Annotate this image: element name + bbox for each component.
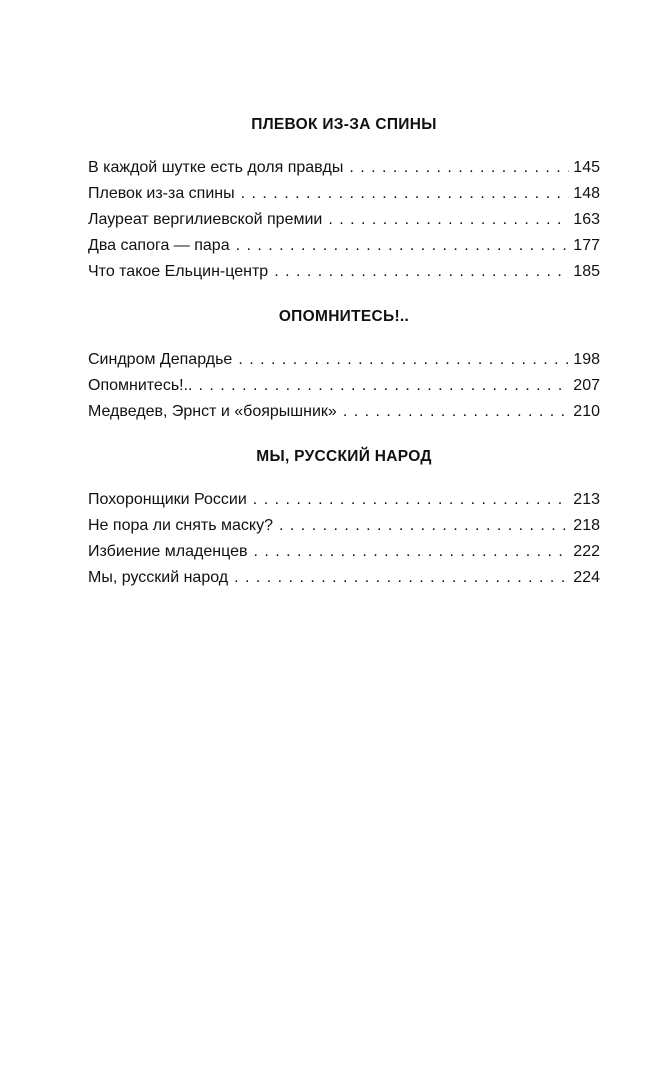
toc-entry[interactable] [88,513,600,539]
entry-page-number: 224 [573,569,600,586]
entry-title: Два сапога — пара [88,237,230,254]
toc-entry[interactable] [88,207,600,233]
table-of-contents [88,115,600,613]
toc-entry[interactable] [88,565,600,591]
toc-list [88,347,600,425]
dot-leader [328,207,569,233]
toc-entry[interactable] [88,487,600,513]
entry-title: Синдром Депардье [88,351,233,368]
entry-page-number: 148 [573,185,600,202]
section-title: ПЛЕВОК ИЗ-ЗА СПИНЫ [251,116,437,133]
entry-page-number: 177 [573,237,600,254]
dot-leader [253,487,570,513]
entry-title: Что такое Ельцин-центр [88,263,269,280]
entry-page-number: 218 [573,517,600,534]
entry-page-number: 213 [573,491,600,508]
toc-entry[interactable] [88,347,600,373]
entry-title: Мы, русский народ [88,569,229,586]
entry-title: Медведев, Эрнст и «боярышник» [88,403,337,420]
entry-page-number: 207 [573,377,600,394]
dot-leader [343,399,569,425]
entry-page-number: 222 [573,543,600,560]
entry-title: Похоронщики России [88,491,247,508]
entry-page-number: 145 [573,159,600,176]
entry-page-number: 163 [573,211,600,228]
section-title: ОПОМНИТЕСЬ!.. [278,308,410,325]
entry-title: Не пора ли снять маску? [88,517,274,534]
entry-title: В каждой шутке есть доля правды [88,159,344,176]
toc-list [88,487,600,591]
dot-leader [253,539,569,565]
toc-entry[interactable] [88,539,600,565]
toc-entry[interactable] [88,373,600,399]
entry-page-number: 185 [573,263,600,280]
dot-leader [199,373,570,399]
toc-entry[interactable] [88,155,600,181]
dot-leader [238,347,569,373]
entry-title: Лауреат вергилиевской премии [88,211,323,228]
dot-leader [279,513,569,539]
dot-leader [274,259,569,285]
dot-leader [241,181,570,207]
toc-section [88,307,600,425]
toc-list [88,155,600,285]
entry-page-number: 198 [573,351,600,368]
toc-section [88,447,600,591]
toc-entry[interactable] [88,399,600,425]
dot-leader [349,155,569,181]
toc-entry[interactable] [88,181,600,207]
toc-entry[interactable] [88,233,600,259]
toc-section [88,115,600,285]
dot-leader [234,565,569,591]
entry-title: Избиение младенцев [88,543,248,560]
entry-title: Плевок из-за спины [88,185,235,202]
entry-page-number: 210 [573,403,600,420]
section-title: МЫ, РУССКИЙ НАРОД [256,448,432,465]
dot-leader [236,233,570,259]
toc-entry[interactable] [88,259,600,285]
entry-title: Опомнитесь!.. [88,377,193,394]
